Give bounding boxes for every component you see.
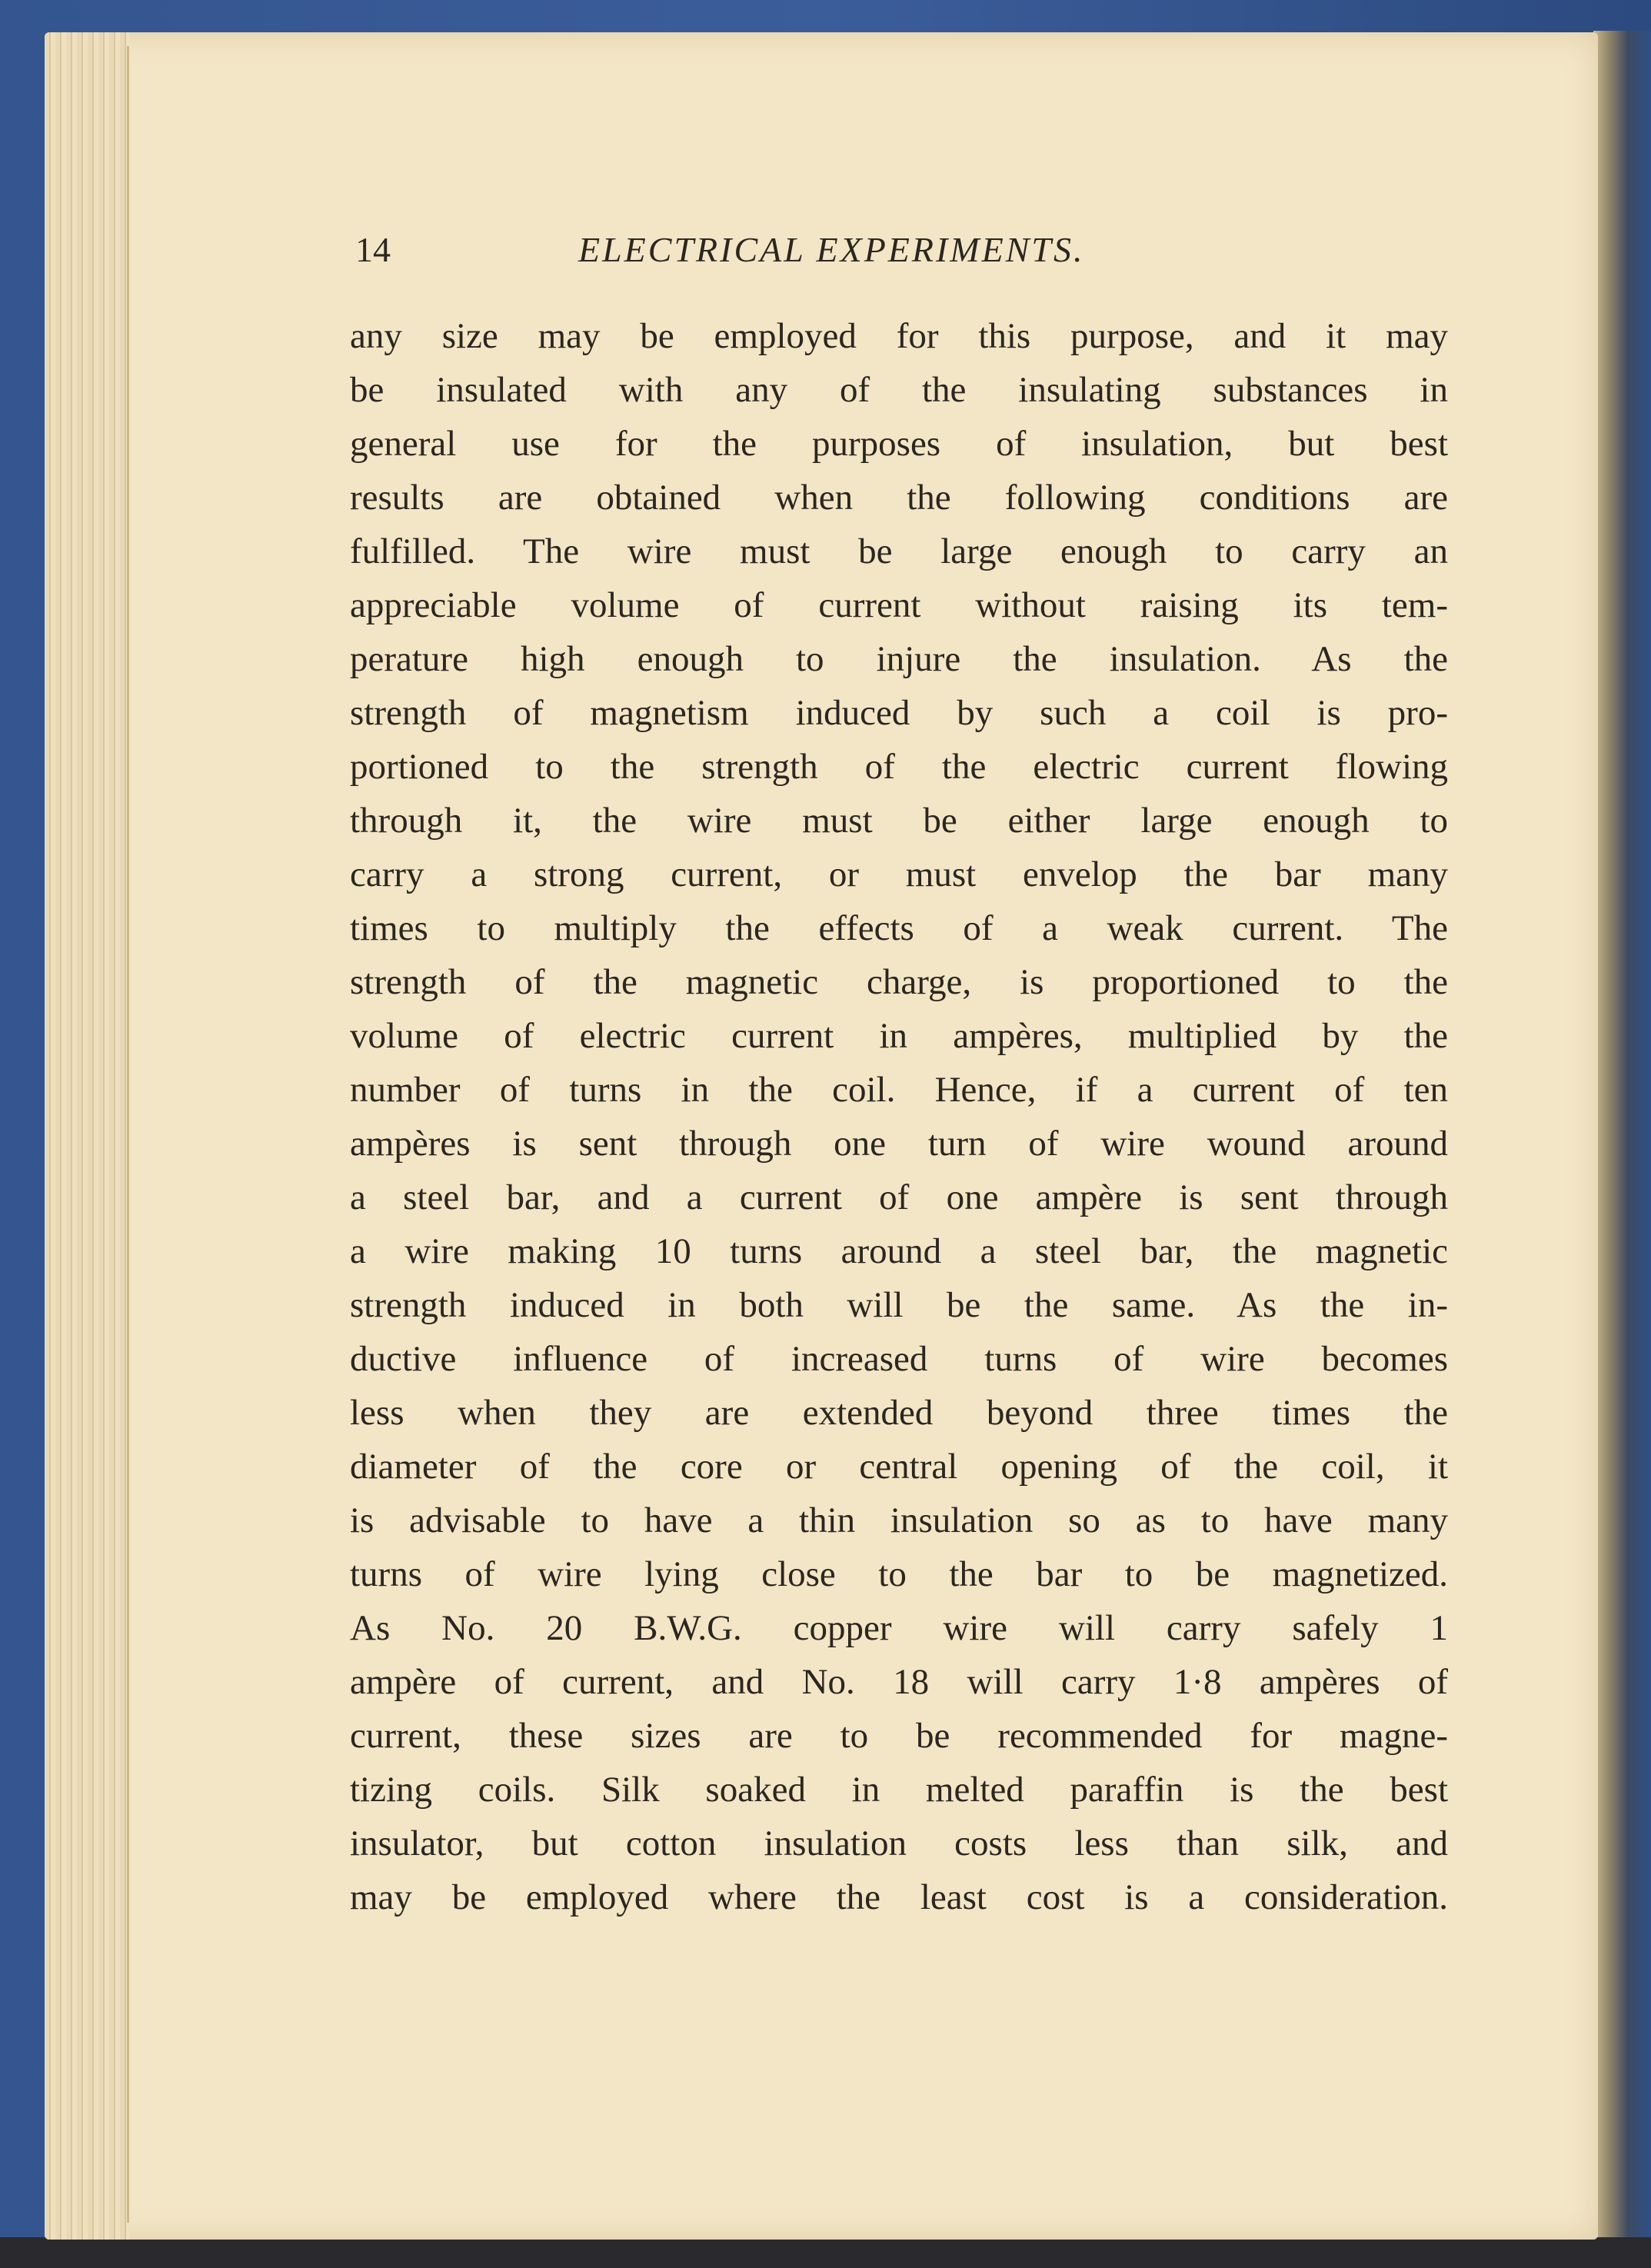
text-line: As No. 20 B.W.G. copper wire will carry safely 1	[350, 1608, 1448, 1648]
text-line: may be employed where the least cost is a consideration.	[350, 1877, 1448, 1917]
text-line: ampères is sent through one turn of wire wound around	[350, 1124, 1448, 1164]
text-line: perature high enough to injure the insulation. As the	[350, 639, 1448, 679]
text-line: less when they are extended beyond three times the	[350, 1393, 1448, 1433]
text-line: carry a strong current, or must envelop the bar many	[350, 854, 1448, 894]
text-line: be insulated with any of the insulating substances in	[350, 370, 1448, 410]
text-line: strength of the magnetic charge, is proportioned to the	[350, 962, 1448, 1002]
page-header	[355, 229, 1446, 275]
text-line: turns of wire lying close to the bar to be magnetized.	[350, 1554, 1448, 1594]
text-line: a wire making 10 turns around a steel bar, the magnetic	[350, 1231, 1448, 1271]
text-line: strength induced in both will be the same. As the in-	[350, 1285, 1448, 1325]
text-line: general use for the purposes of insulation, but best	[350, 424, 1448, 464]
gutter	[127, 46, 129, 2223]
text-line: number of turns in the coil. Hence, if a current of ten	[350, 1070, 1448, 1110]
text-line: times to multiply the effects of a weak current. The	[350, 908, 1448, 948]
text-line: diameter of the core or central opening of the coil, it	[350, 1447, 1448, 1487]
text-line: results are obtained when the following conditions are	[350, 478, 1448, 518]
body-text	[350, 309, 1448, 1924]
text-line: strength of magnetism induced by such a coil is pro-	[350, 693, 1448, 733]
text-line: a steel bar, and a current of one ampère is sent through	[350, 1177, 1448, 1217]
text-line: ampère of current, and No. 18 will carry 1·8 ampères of	[350, 1662, 1448, 1702]
text-line: fulfilled. The wire must be large enough to carry an	[350, 531, 1448, 571]
text-line: appreciable volume of current without raising its tem-	[350, 585, 1448, 625]
running-title: ELECTRICAL EXPERIMENTS.	[578, 230, 1085, 269]
text-line: insulator, but cotton insulation costs less than silk, and	[350, 1823, 1448, 1863]
text-line: through it, the wire must be either large enough to	[350, 801, 1448, 841]
text-line: tizing coils. Silk soaked in melted paraffin is the best	[350, 1770, 1448, 1810]
background-surface	[0, 2237, 1651, 2268]
text-line: current, these sizes are to be recommended for magne-	[350, 1716, 1448, 1756]
text-line: any size may be employed for this purpose, and it may	[350, 316, 1448, 356]
text-line: volume of electric current in ampères, multiplied by the	[350, 1016, 1448, 1056]
page-leaves	[45, 32, 129, 2240]
text-line: ductive influence of increased turns of wire becomes	[350, 1339, 1448, 1379]
page-number: 14	[355, 230, 391, 269]
facing-page-edge	[1593, 31, 1651, 2237]
text-line: is advisable to have a thin insulation so as to have many	[350, 1500, 1448, 1540]
text-line: portioned to the strength of the electric current flowing	[350, 747, 1448, 787]
